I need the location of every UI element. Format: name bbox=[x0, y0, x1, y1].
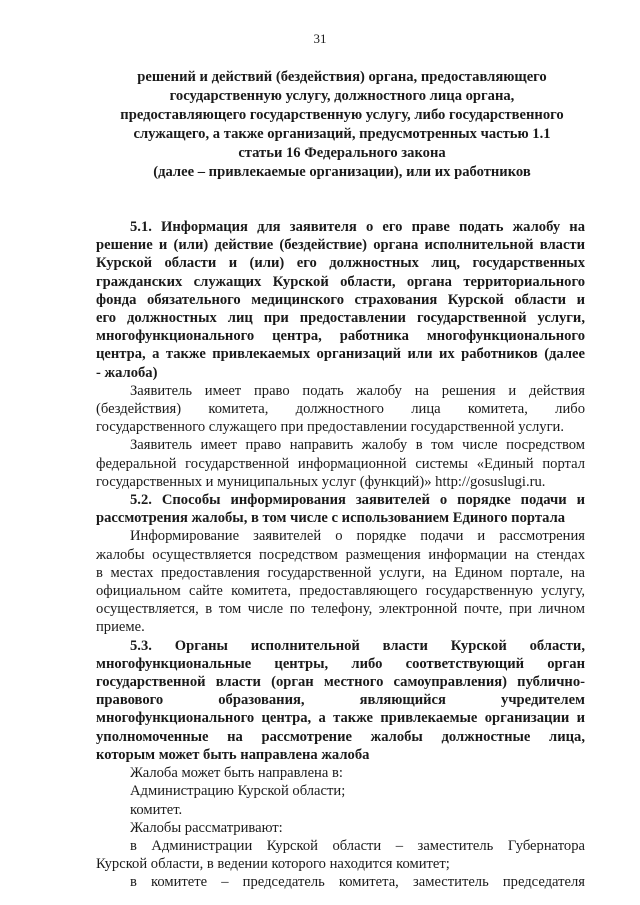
text-line: гражданских служащих Курской области, органа территориального bbox=[96, 273, 585, 290]
text-line: осуществляется, в том числе по телефону, электронной почте, при личном bbox=[96, 601, 585, 618]
heading-line: (далее – привлекаемые организации), или их работников bbox=[153, 164, 531, 180]
list-item: комитет. bbox=[130, 801, 183, 818]
text-line: государственных и муниципальных услуг (функций)» http://gosuslugi.ru. bbox=[96, 473, 546, 490]
section-5-1-heading bbox=[96, 218, 585, 382]
heading-line: служащего, а также организаций, предусмотренных частью 1.1 bbox=[133, 126, 551, 142]
text-line: официальном сайте комитета, предоставляющего государственную услугу, bbox=[96, 583, 585, 600]
paragraph bbox=[96, 382, 585, 437]
section-heading bbox=[96, 68, 588, 182]
text-line: Жалобы рассматривают: bbox=[130, 819, 283, 836]
text-line: Информирование заявителей о порядке подачи и рассмотрения bbox=[130, 528, 585, 545]
text-line: государственного служащего при предоставлении государственной услуги. bbox=[96, 419, 565, 436]
section-5-3-heading bbox=[96, 637, 585, 764]
text-line: многофункционального центра, а также привлекаемые организации и bbox=[96, 710, 585, 727]
text-line: приеме. bbox=[96, 619, 145, 636]
text-line: в комитете – председатель комитета, заместитель председателя bbox=[130, 874, 585, 891]
heading-line: статьи 16 Федерального закона bbox=[238, 145, 446, 161]
section-5-3 bbox=[96, 637, 585, 892]
text-line: федеральной государственной информационной системы «Единый портал bbox=[96, 455, 585, 472]
document-body bbox=[96, 218, 585, 892]
text-line: многофункционального центра, работника многофункционального bbox=[96, 328, 585, 345]
text-line: (бездействия) комитета, должностного лица комитета, либо bbox=[96, 401, 585, 418]
section-5-2-heading bbox=[96, 491, 585, 527]
text-line: жалобы осуществляется посредством размещения информации на стендах bbox=[96, 546, 585, 563]
heading-line: предоставляющего государственную услугу, либо государственного bbox=[120, 107, 564, 123]
text-line: которым может быть направлена жалоба bbox=[96, 746, 370, 763]
text-line: Курской области, в ведении которого находится комитет; bbox=[96, 856, 450, 873]
text-line: уполномоченные на рассмотрение жалобы должностные лица, bbox=[96, 728, 585, 745]
text-line: Заявитель имеет право направить жалобу в том числе посредством bbox=[130, 437, 585, 454]
text-line: фонда обязательного медицинского страхования Курской области и bbox=[96, 291, 585, 308]
paragraph bbox=[96, 527, 585, 636]
text-line: - жалоба) bbox=[96, 364, 158, 381]
heading-line: решений и действий (бездействия) органа, предоставляющего bbox=[137, 69, 547, 85]
text-line: его должностных лиц при предоставлении государственной услуги, bbox=[96, 310, 585, 327]
page-number: 31 bbox=[313, 31, 327, 46]
text-line: Жалоба может быть направлена в: bbox=[130, 765, 343, 782]
text-line: решение и (или) действие (бездействие) органа исполнительной власти bbox=[96, 237, 585, 254]
text-line: в Администрации Курской области – заместитель Губернатора bbox=[130, 837, 585, 854]
text-line: Курской области и (или) его должностных лиц, государственных bbox=[96, 255, 585, 272]
section-5-1 bbox=[96, 218, 585, 491]
list-item: Администрацию Курской области; bbox=[130, 783, 346, 800]
text-line: 5.1. Информация для заявителя о его праве подать жалобу на bbox=[130, 219, 585, 235]
text-line: правового образования, являющийся учредителем bbox=[96, 692, 585, 709]
text-line: в местах предоставления государственной услуги, на Едином портале, на bbox=[96, 564, 585, 581]
text-line: многофункциональные центры, либо соответствующий орган bbox=[96, 655, 585, 672]
text-line: центра, а также привлекаемых организаций или их работников (далее bbox=[96, 346, 585, 363]
paragraph bbox=[96, 436, 585, 491]
text-line: 5.3. Органы исполнительной власти Курской области, bbox=[130, 637, 585, 654]
section-5-2 bbox=[96, 491, 585, 637]
text-line: 5.2. Способы информирования заявителей о порядке подачи и bbox=[130, 492, 585, 509]
heading-line: государственную услугу, должностного лица органа, bbox=[169, 88, 515, 104]
text-line: рассмотрения жалобы, в том числе с использованием Единого портала bbox=[96, 510, 566, 527]
text-line: государственной власти (орган местного самоуправления) публично- bbox=[96, 674, 585, 691]
text-line: Заявитель имеет право подать жалобу на решения и действия bbox=[130, 382, 585, 399]
